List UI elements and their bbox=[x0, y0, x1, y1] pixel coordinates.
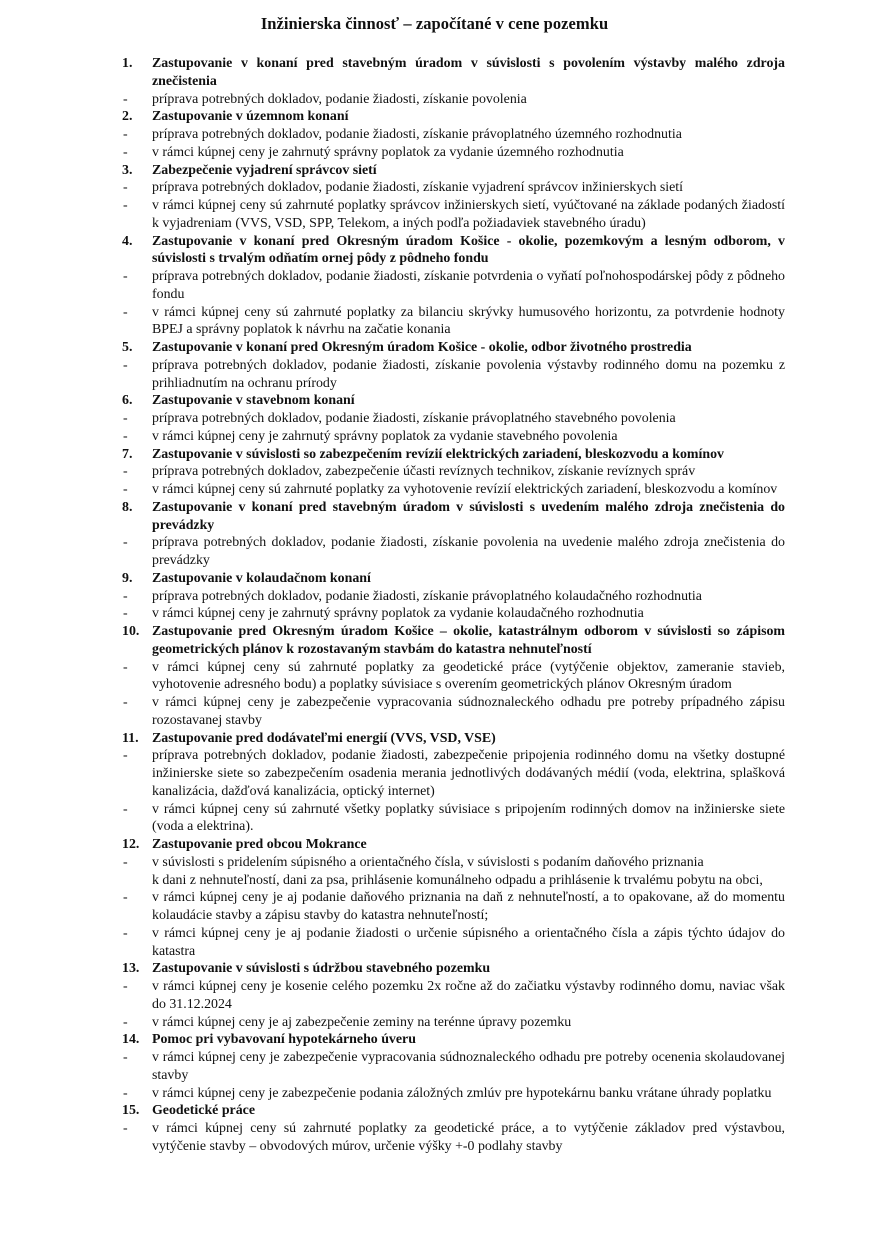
bullet-dash: - bbox=[123, 127, 128, 142]
bullet-item bbox=[122, 126, 785, 144]
document-title: Inžinierska činnosť – započítané v cene pozemku bbox=[260, 14, 609, 33]
section-heading bbox=[122, 162, 785, 180]
bullet-item bbox=[122, 747, 785, 800]
bullet-dash: - bbox=[123, 748, 128, 764]
section-number: 15. bbox=[122, 1103, 140, 1119]
bullet-item bbox=[122, 304, 785, 340]
section-heading bbox=[122, 392, 785, 410]
section-number: 11. bbox=[122, 730, 139, 746]
bullet-item bbox=[122, 144, 785, 162]
bullet-item bbox=[122, 854, 785, 872]
bullet-item bbox=[122, 1049, 785, 1085]
section-number: 10. bbox=[122, 624, 140, 639]
bullet-text: príprava potrebných dokladov, podanie žiadosti, získanie právoplatného územného rozhodnutia bbox=[152, 127, 682, 142]
bullet-item bbox=[122, 801, 785, 837]
section-heading-text: Geodetické práce bbox=[152, 1103, 255, 1119]
bullet-item bbox=[122, 357, 785, 393]
section-heading-text: Zastupovanie v konaní pred stavebným úradom v súvislosti s povolením výstavby malého zdroja znečistenia bbox=[152, 56, 785, 89]
bullet-dash: - bbox=[123, 144, 128, 160]
bullet-item bbox=[122, 197, 785, 233]
section-heading bbox=[122, 108, 785, 126]
bullet-text: v rámci kúpnej ceny je zabezpečenie podania záložných zmlúv pre hypotekárnu banku vrátane úhrady poplatku bbox=[152, 1085, 772, 1101]
bullet-text: príprava potrebných dokladov, podanie žiadosti, získanie povolenia výstavby rodinného domu na pozemku z prihliadnutím na ochranu prírody bbox=[152, 357, 785, 391]
bullet-dash: - bbox=[123, 1121, 128, 1136]
section-heading bbox=[122, 55, 785, 91]
bullet-text: príprava potrebných dokladov, podanie žiadosti, získanie potvrdenia o vyňatí poľnohospodárskej pôdy z pôdneho fondu bbox=[152, 269, 785, 302]
section-heading-text: Zastupovanie v konaní pred Okresným úradom Košice - okolie, pozemkovým a lesným odborom, v súvislosti s trvalým odňatím ornej pôdy z pôdneho fondu bbox=[152, 233, 785, 267]
bullet-item bbox=[122, 481, 785, 499]
bullet-dash: - bbox=[123, 890, 128, 906]
bullet-item bbox=[122, 872, 785, 890]
bullet-item bbox=[122, 268, 785, 304]
bullet-text: v rámci kúpnej ceny je zahrnutý správny poplatok za vydanie stavebného povolenia bbox=[152, 428, 618, 444]
section-heading-text: Zastupovanie v konaní pred stavebným úradom v súvislosti s uvedením malého zdroja znečistenia do prevádzky bbox=[152, 499, 785, 533]
bullet-text: príprava potrebných dokladov, zabezpečenie účasti revíznych technikov, získanie revíznych správ bbox=[152, 464, 696, 480]
bullet-text: v súvislosti s pridelením súpisného a orientačného čísla, v súvislosti s podaním daňového priznania bbox=[152, 854, 704, 870]
bullet-text: príprava potrebných dokladov, podanie žiadosti, získanie povolenia na uvedenie malého zdroja znečistenia do prevádzky bbox=[152, 535, 785, 568]
bullet-text: v rámci kúpnej ceny je zahrnutý správny poplatok za vydanie kolaudačného rozhodnutia bbox=[152, 606, 644, 622]
section-heading-text: Zastupovanie pred obcou Mokrance bbox=[152, 837, 367, 852]
bullet-dash: - bbox=[123, 925, 128, 941]
bullet-dash: - bbox=[123, 304, 128, 320]
section-number: 8. bbox=[122, 499, 133, 515]
section-heading bbox=[122, 836, 785, 854]
section-number: 14. bbox=[122, 1032, 140, 1048]
bullet-item bbox=[122, 179, 785, 197]
bullet-text: príprava potrebných dokladov, podanie žiadosti, získanie povolenia bbox=[152, 91, 527, 107]
section-number: 7. bbox=[122, 446, 133, 462]
bullet-text: k dani z nehnuteľností, dani za psa, prihlásenie komunálneho odpadu a prihlásenie k trvalému pobytu na obci, bbox=[152, 872, 763, 888]
bullet-item bbox=[122, 534, 785, 570]
bullet-text: v rámci kúpnej ceny sú zahrnuté poplatky správcov inžinierskych sietí, vyúčtované na základe podaných žiadostí k vyjadreniam (VVS, VSD, SPP, Telekom, a iných podľa požiadaviek stavebného úradu) bbox=[152, 198, 785, 231]
section-heading-text: Pomoc pri vybavovaní hypotekárneho úveru bbox=[152, 1032, 416, 1048]
section-heading-text: Zastupovanie v kolaudačnom konaní bbox=[152, 570, 371, 586]
bullet-dash: - bbox=[123, 198, 128, 213]
bullet-item bbox=[122, 410, 785, 428]
section-heading-text: Zastupovanie v súvislosti s údržbou stavebného pozemku bbox=[152, 961, 491, 977]
bullet-dash: - bbox=[123, 91, 128, 107]
bullet-text: v rámci kúpnej ceny je zabezpečenie vypracovania súdnoznaleckého odhadu pre potreby prípadného zápisu rozostavanej stavby bbox=[152, 695, 785, 728]
section-heading-text: Zastupovanie v súvislosti so zabezpečením revízií elektrických zariadení, bleskozvodu a komínov bbox=[152, 446, 724, 462]
bullet-item bbox=[122, 428, 785, 446]
bullet-item bbox=[122, 978, 785, 1014]
bullet-text: v rámci kúpnej ceny je zahrnutý správny poplatok za vydanie územného rozhodnutia bbox=[152, 144, 624, 160]
bullet-text: príprava potrebných dokladov, podanie žiadosti, zabezpečenie pripojenia rodinného domu na všetky dostupné inžinierske siete so zabezpečením osadenia merania jednotlivých dodávaných médií (voda, elektrina, splašková kanalizácia, dažďová kanalizácia, optický internet) bbox=[152, 748, 785, 799]
bullet-text: v rámci kúpnej ceny sú zahrnuté poplatky za vyhotovenie revízií elektrických zariadení, bleskozvodu a komínov bbox=[152, 482, 778, 497]
bullet-text: v rámci kúpnej ceny sú zahrnuté všetky poplatky súvisiace s pripojením rodinných domov na inžinierske siete (voda a elektrina). bbox=[152, 801, 785, 835]
section-heading bbox=[122, 499, 785, 535]
bullet-dash: - bbox=[123, 979, 128, 994]
section-number: 4. bbox=[122, 233, 133, 249]
bullet-item bbox=[122, 659, 785, 695]
section-number: 2. bbox=[122, 109, 133, 125]
bullet-item bbox=[122, 605, 785, 623]
bullet-dash: - bbox=[123, 428, 128, 444]
section-heading bbox=[122, 339, 785, 357]
bullet-dash: - bbox=[123, 801, 128, 817]
bullet-text: príprava potrebných dokladov, podanie žiadosti, získanie vyjadrení správcov inžinierskych sietí bbox=[152, 180, 684, 196]
bullet-dash: - bbox=[123, 588, 128, 604]
bullet-text: v rámci kúpnej ceny je aj podanie žiadosti o určenie súpisného a orientačného čísla a zápis týchto údajov do katastra bbox=[152, 925, 785, 959]
section-heading bbox=[122, 570, 785, 588]
bullet-item bbox=[122, 588, 785, 606]
section-heading bbox=[122, 623, 785, 659]
bullet-text: v rámci kúpnej ceny sú zahrnuté poplatky za bilanciu skrývky humusového horizontu, za potvrdenie hodnoty BPEJ a správny poplatok k návrhu na začatie konania bbox=[152, 304, 785, 338]
section-heading bbox=[122, 730, 785, 748]
bullet-dash: - bbox=[123, 357, 128, 373]
bullet-text: v rámci kúpnej ceny je aj zabezpečenie zeminy na terénne úpravy pozemku bbox=[152, 1014, 572, 1030]
bullet-dash: - bbox=[123, 180, 128, 196]
bullet-text: v rámci kúpnej ceny sú zahrnuté poplatky za geodetické práce (vytýčenie objektov, zameranie stavieb, vyhotovenie adresného bodu) a poplatky súvisiace s overením geometrických plánov Okresným úradom bbox=[152, 659, 785, 693]
bullet-item bbox=[122, 925, 785, 961]
section-heading bbox=[122, 1031, 785, 1049]
section-heading-text: Zastupovanie v územnom konaní bbox=[152, 109, 349, 125]
bullet-item bbox=[122, 91, 785, 109]
bullet-dash: - bbox=[123, 411, 128, 426]
bullet-item bbox=[122, 463, 785, 481]
bullet-text: v rámci kúpnej ceny sú zahrnuté poplatky za geodetické práce, a to vytýčenie základov pred výstavbou, vytýčenie stavby – obvodových múrov, určenie výšky +-0 podlahy stavby bbox=[152, 1121, 785, 1154]
bullet-dash: - bbox=[123, 1014, 128, 1030]
bullet-text: v rámci kúpnej ceny je aj podanie daňového priznania na daň z nehnuteľností, a to opakovane, až do momentu kolaudácie stavby a zápisu stavby do katastra nehnuteľností; bbox=[152, 890, 785, 923]
section-number: 5. bbox=[122, 340, 133, 355]
bullet-text: v rámci kúpnej ceny je zabezpečenie vypracovania súdnoznaleckého odhadu pre potreby ocenenia skolaudovanej stavby bbox=[152, 1050, 785, 1083]
section-number: 6. bbox=[122, 393, 133, 409]
bullet-item bbox=[122, 1014, 785, 1032]
section-heading-text: Zastupovanie pred Okresným úradom Košice – okolie, katastrálnym odborom v súvislosti so zápisom geometrických plánov k rozostavaným stavbám do katastra nehnuteľností bbox=[152, 624, 785, 657]
bullet-item bbox=[122, 1120, 785, 1156]
bullet-text: príprava potrebných dokladov, podanie žiadosti, získanie právoplatného stavebného povolenia bbox=[152, 411, 676, 426]
bullet-dash: - bbox=[123, 659, 128, 675]
section-heading bbox=[122, 1102, 785, 1120]
section-number: 9. bbox=[122, 570, 133, 586]
bullet-text: v rámci kúpnej ceny je kosenie celého pozemku 2x ročne až do začiatku výstavby rodinného domu, naviac však do 31.12.2024 bbox=[152, 979, 785, 1012]
section-heading-text: Zastupovanie v konaní pred Okresným úradom Košice - okolie, odbor životného prostredia bbox=[152, 340, 692, 355]
section-number: 3. bbox=[122, 162, 133, 178]
bullet-dash: - bbox=[123, 854, 128, 870]
bullet-dash: - bbox=[123, 1050, 128, 1065]
bullet-dash: - bbox=[123, 1085, 128, 1101]
bullet-dash: - bbox=[123, 695, 128, 710]
section-heading-text: Zabezpečenie vyjadrení správcov sietí bbox=[152, 162, 377, 178]
section-heading bbox=[122, 233, 785, 269]
section-heading bbox=[122, 446, 785, 464]
bullet-dash: - bbox=[123, 269, 128, 284]
section-number: 12. bbox=[122, 837, 140, 852]
bullet-item bbox=[122, 694, 785, 730]
bullet-dash: - bbox=[123, 606, 128, 622]
section-heading bbox=[122, 960, 785, 978]
section-number: 1. bbox=[122, 56, 133, 71]
section-heading-text: Zastupovanie pred dodávateľmi energií (VVS, VSD, VSE) bbox=[152, 730, 496, 746]
bullet-dash: - bbox=[123, 464, 128, 480]
bullet-item bbox=[122, 889, 785, 925]
section-number: 13. bbox=[122, 961, 140, 977]
bullet-text: príprava potrebných dokladov, podanie žiadosti, získanie právoplatného kolaudačného rozhodnutia bbox=[152, 588, 702, 604]
bullet-dash: - bbox=[123, 535, 128, 551]
bullet-dash: - bbox=[123, 482, 128, 497]
section-heading-text: Zastupovanie v stavebnom konaní bbox=[152, 393, 355, 409]
section-list bbox=[122, 55, 785, 1156]
bullet-item bbox=[122, 1085, 785, 1103]
